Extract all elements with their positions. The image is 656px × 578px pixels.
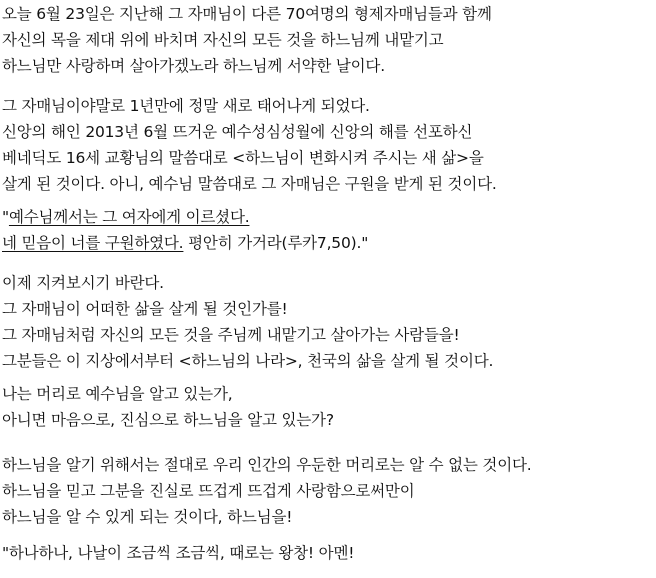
- text-line: 자신의 목을 제대 위에 바치며 자신의 모든 것을 하느님께 내맡기고: [2, 31, 444, 49]
- text-line: 그 자매님이 어떠한 삶을 살게 될 것인가를!: [2, 300, 288, 318]
- text-line: 이제 지켜보시기 바란다.: [2, 274, 164, 292]
- text-line: 베네딕도 16세 교황님의 말씀대로 <하느님이 변화시켜 주시는 새 삶>을: [2, 149, 484, 167]
- paragraph-question: [2, 381, 652, 433]
- text-line: "하나하나, 나날이 조금씩 조금씩, 때로는 왕창! 아멘!: [2, 544, 355, 562]
- paragraph-vow-anniversary: [2, 1, 652, 79]
- text-line: 하느님만 사랑하며 살아가겠노라 하느님께 서약한 날이다.: [2, 57, 385, 75]
- quote-line: [2, 230, 652, 256]
- text-line: 그 자매님이야말로 1년만에 정말 새로 태어나게 되었다.: [2, 97, 370, 115]
- text-line: 그 자매님처럼 자신의 모든 것을 주님께 내맡기고 살아가는 사람들을!: [2, 326, 460, 344]
- quote-reference-text: 평안히 가거라(루카7,50).": [183, 234, 369, 252]
- paragraph-reborn: [2, 93, 652, 197]
- text-line: 신앙의 해인 2013년 6월 뜨거운 예수성심성월에 신앙의 해를 선포하신: [2, 123, 473, 141]
- paragraph-closing: [2, 540, 652, 566]
- text-line: 나는 머리로 예수님을 알고 있는가,: [2, 385, 233, 403]
- text-line: 하느님을 믿고 그분을 진실로 뜨겁게 뜨겁게 사랑함으로써만이: [2, 482, 415, 500]
- underlined-quote-text: 예수님께서는 그 여자에게 이르셨다.: [8, 208, 250, 226]
- paragraph-knowing-god: [2, 452, 652, 530]
- quote-line: [2, 204, 652, 230]
- quote-open-mark: ": [2, 208, 9, 226]
- text-line: 하느님을 알기 위해서는 절대로 우리 인간의 우둔한 머리로는 알 수 없는 것이다.: [2, 456, 532, 474]
- underlined-quote-text: 네 믿음이 너를 구원하였다.: [2, 234, 184, 252]
- text-line: 살게 된 것이다. 아니, 예수님 말씀대로 그 자매님은 구원을 받게 된 것이다.: [2, 175, 497, 193]
- text-line: 그분들은 이 지상에서부터 <하느님의 나라>, 천국의 삶을 살게 될 것이다.: [2, 352, 494, 370]
- paragraph-watch: [2, 270, 652, 374]
- text-line: 오늘 6월 23일은 지난해 그 자매님이 다른 70여명의 형제자매님들과 함께: [2, 5, 492, 23]
- paragraph-scripture-quote: [2, 204, 652, 256]
- text-line: 아니면 마음으로, 진심으로 하느님을 알고 있는가?: [2, 411, 334, 429]
- text-line: 하느님을 알 수 있게 되는 것이다, 하느님을!: [2, 508, 293, 526]
